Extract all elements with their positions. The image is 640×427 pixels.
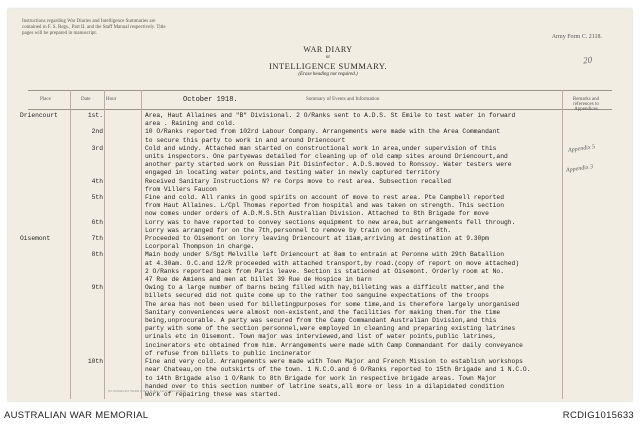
- diary-entry-line: [8, 276, 632, 284]
- entry-date: [70, 227, 108, 235]
- instructions-note: Instructions regarding War Diaries and Intelligence Summaries are contained in F. S. Regs., Part II. and the Staff Manual respectively. Title pages will be prepared in manuscript.: [22, 19, 166, 36]
- entry-date: [70, 276, 108, 284]
- month-heading: October 1918.: [183, 96, 238, 104]
- entry-date: [70, 366, 108, 374]
- entry-place: [8, 301, 70, 309]
- entry-place: [8, 227, 70, 235]
- print-reference: Wt. W2544/1454 750,000 1/16 D. D. & L. Ltd. Forms/C2118/12.: [108, 389, 187, 393]
- diary-entry-line: [8, 202, 632, 210]
- diary-entry-line: [8, 194, 632, 202]
- entry-date: 9th: [91, 284, 103, 292]
- entry-text: to 14th Brigade also 1 O/Rank to 8th Brigade for work in respective brigade areas. Town Major: [145, 374, 497, 382]
- appendix-note: Appendix 5: [567, 144, 596, 154]
- diary-entry-line: [8, 325, 632, 333]
- entry-date: [70, 325, 108, 333]
- entry-hour: [108, 112, 145, 120]
- entry-hour: [108, 210, 145, 218]
- entry-date: [70, 391, 108, 399]
- entry-date: 3rd: [91, 144, 103, 152]
- entry-text: Work of repairing these was started.: [145, 390, 282, 398]
- entry-date: [70, 375, 108, 383]
- entry-date: [70, 161, 108, 169]
- diary-entry-line: [8, 317, 632, 325]
- page-number: 20: [582, 54, 593, 66]
- entry-hour: [108, 243, 145, 251]
- entry-text: Lorry was arranged for on the 7th,personnel to remove by train on morning of 8th.: [145, 226, 452, 234]
- entry-place: [8, 161, 70, 169]
- entry-hour: [108, 161, 145, 169]
- entry-date: [70, 169, 108, 177]
- entry-date: [70, 292, 108, 300]
- diary-entry-line: [8, 137, 632, 145]
- title-or: or: [325, 55, 331, 60]
- entry-date: [70, 383, 108, 391]
- entry-text: Lcorporal Thompson in charge.: [145, 243, 255, 251]
- entry-place: [8, 276, 70, 284]
- diary-page: [8, 9, 632, 401]
- diary-entry-line: [8, 284, 632, 292]
- entry-text: of refuse from billets to public incinerator: [145, 349, 312, 357]
- diary-entry-line: [8, 251, 632, 259]
- diary-entry-line: [8, 120, 632, 128]
- entry-text: Owing to a large number of barns being filled with hay,billeting was a difficult matter,and the: [145, 284, 504, 292]
- entry-hour: [108, 276, 145, 284]
- diary-entry-line: [8, 383, 632, 391]
- entry-place: [8, 375, 70, 383]
- entry-date: 2nd: [91, 128, 103, 136]
- entry-place: [8, 169, 70, 177]
- diary-entry-line: [8, 358, 632, 366]
- entry-date: [70, 342, 108, 350]
- entry-text: Received Sanitary Instructions N? re Corps move to rest area. Subsection recalled: [145, 177, 452, 185]
- entry-hour: [108, 350, 145, 358]
- entry-date: [70, 186, 108, 194]
- title-intelligence-summary: INTELLIGENCE SUMMARY.: [268, 61, 387, 71]
- entry-place: [8, 145, 70, 153]
- entry-date: [70, 120, 108, 128]
- entry-hour: [108, 317, 145, 325]
- diary-entry-line: [8, 145, 632, 153]
- entry-hour: [108, 342, 145, 350]
- entry-text: urinals etc in Oisemont. Town major was interviewed,and list of water points,public latrines,: [145, 333, 497, 341]
- entry-text: Main body under S/Sgt Melville left Driencourt at 8am to entrain at Peronne with 29th Batallion: [145, 251, 504, 259]
- appendix-note: Appendix 3: [565, 164, 594, 174]
- entry-place: [8, 260, 70, 268]
- diary-entry-line: [8, 375, 632, 383]
- entry-hour: [108, 202, 145, 210]
- entry-hour: [108, 186, 145, 194]
- entry-date: [70, 210, 108, 218]
- entry-text: to secure this party to work in and around Driencourt: [145, 136, 346, 144]
- entry-hour: [108, 169, 145, 177]
- entry-text: units inspectors. One partyewas detailed for cleaning up of old camp sites around Driencourt,and: [145, 153, 508, 161]
- entry-date: 6th: [91, 218, 103, 226]
- diary-entry-line: [8, 128, 632, 136]
- entry-date: 10th: [87, 358, 103, 366]
- entry-hour: [108, 227, 145, 235]
- diary-entry-line: [8, 342, 632, 350]
- entry-text: 10 O/Ranks reported from 102rd Labour Company. Arrangements were made with the Area Commandant: [145, 128, 501, 136]
- diary-entry-line: [8, 112, 632, 120]
- entry-place: [8, 251, 70, 259]
- entry-place: [8, 333, 70, 341]
- title-erase-note: (Erase heading not required.): [298, 72, 358, 77]
- entry-date: 4th: [91, 177, 103, 185]
- diary-entry-line: [8, 243, 632, 251]
- entry-text: being,unprocurable. A party was secured from the Camp Commandant Australian Division,and this: [145, 317, 497, 325]
- diary-entry-line: [8, 391, 632, 399]
- entry-hour: [108, 153, 145, 161]
- entry-text: Area, Haut Allaines and "B" Divisional. 2 O/Ranks sent to A.D.S. St Emile to test water in forward: [145, 112, 516, 119]
- entry-hour: [108, 284, 145, 292]
- entry-place: [8, 284, 70, 292]
- entry-date: [70, 153, 108, 161]
- entry-place: [8, 137, 70, 145]
- col-date: Date: [81, 97, 91, 102]
- diary-entry-line: [8, 366, 632, 374]
- entry-hour: [108, 325, 145, 333]
- entry-place: [8, 186, 70, 194]
- entry-place: [8, 383, 70, 391]
- entry-hour: [108, 145, 145, 153]
- entry-text: Sanitary conveniences were almost non-existent,and the facilities for making them.for the time: [145, 308, 501, 316]
- entry-place: [8, 243, 70, 251]
- entry-date: [70, 202, 108, 210]
- entry-place: [8, 309, 70, 317]
- entry-place: [8, 210, 70, 218]
- entry-place: [8, 153, 70, 161]
- entry-date: [70, 309, 108, 317]
- entry-hour: [108, 178, 145, 186]
- entry-place: [8, 342, 70, 350]
- entry-text: from Haut Allaines. L/Cpl Thomas reported from hospital and was taken on strength. This section: [145, 202, 504, 210]
- diary-entry-line: [8, 186, 632, 194]
- entry-date: [70, 268, 108, 276]
- entry-date: [70, 350, 108, 358]
- entry-date: [70, 260, 108, 268]
- diary-entry-line: [8, 169, 632, 177]
- entry-hour: [108, 235, 145, 243]
- entry-place: Driencourt: [20, 112, 58, 119]
- entry-hour: [108, 301, 145, 309]
- entry-hour: [108, 137, 145, 145]
- entry-place: [8, 202, 70, 210]
- entry-hour: [108, 333, 145, 341]
- record-id: RCDIG1015633: [562, 410, 634, 421]
- entry-text: at 4.30am. O.C.and 12/R proceeded with attached transport,by road.(copy of report on move attached): [145, 259, 520, 267]
- diary-entry-line: [8, 301, 632, 309]
- entry-date: [70, 317, 108, 325]
- entry-date: [70, 333, 108, 341]
- entry-hour: [108, 128, 145, 136]
- entry-date: 7th: [91, 235, 103, 243]
- entry-text: incinerators etc obtained from him. Arrangements were made with Camp Commandant for daily conveyance: [145, 341, 523, 349]
- entry-text: billets secured did not quite come up to the rather too sanguine expectations of the troops: [145, 292, 489, 300]
- entry-text: engaged in locating water points,and testing water in newly captured territory: [145, 169, 440, 177]
- diary-entry-line: [8, 235, 632, 243]
- entry-text: handed over to this section number of latrine seats,all more or less in a dilapidated condition: [145, 382, 504, 390]
- entry-hour: [108, 219, 145, 227]
- entry-text: near Chateau,on the outskirts of the town. 1 N.C.O.and 6 O/Ranks reported to 15th Brigade and 1 N.C.O.: [145, 366, 531, 374]
- entry-place: [8, 391, 70, 399]
- diary-entries: [8, 112, 632, 399]
- entry-date: 1st.: [87, 112, 103, 119]
- entry-hour: [108, 358, 145, 366]
- entry-hour: [108, 268, 145, 276]
- entry-hour: [108, 120, 145, 128]
- diary-entry-line: [8, 227, 632, 235]
- entry-text: 47 Rue de Amiens and men at billet 39 Rue de Hospice in barn: [145, 276, 372, 284]
- entry-hour: [108, 309, 145, 317]
- diary-entry-line: [8, 268, 632, 276]
- diary-entry-line: [8, 292, 632, 300]
- entry-text: area . Raining and cold.: [145, 120, 236, 128]
- diary-entry-line: [8, 260, 632, 268]
- entry-hour: [108, 366, 145, 374]
- entry-text: Proceeded to Oisemont on lorry leaving Driencourt at 11am,arriving at destination at 9.30pm: [145, 235, 489, 243]
- entry-text: another party started work on Russian Pit Disinfector. A.D.S.moved to Ronssoy. Water testers were: [145, 161, 512, 169]
- entry-date: [70, 301, 108, 309]
- entry-hour: [108, 194, 145, 202]
- entry-hour: [108, 292, 145, 300]
- diary-entry-line: [8, 333, 632, 341]
- col-place: Place: [40, 97, 51, 102]
- entry-text: The area has not been used for billetingpurposes for some time,and is therefore largely unorganised: [145, 300, 520, 308]
- title-block: [238, 45, 418, 77]
- entry-hour: [108, 251, 145, 259]
- entry-place: [8, 194, 70, 202]
- entry-place: [8, 325, 70, 333]
- entry-place: [8, 358, 70, 366]
- diary-entry-line: [8, 219, 632, 227]
- entry-text: party with some of the section personnel,were employed in cleaning and preparing existing latrines: [145, 325, 516, 333]
- entry-text: Cold and windy. Attached man started on constructional work in area,under supervision of this: [145, 144, 497, 152]
- entry-place: [8, 178, 70, 186]
- archive-credit: AUSTRALIAN WAR MEMORIAL: [4, 410, 149, 421]
- entry-text: Fine and very cold. Arrangements were made with Town Major and French Mission to establish workshops: [145, 358, 523, 366]
- title-war-diary: WAR DIARY: [303, 45, 353, 54]
- entry-hour: [108, 260, 145, 268]
- entry-place: [8, 120, 70, 128]
- entry-place: [8, 292, 70, 300]
- entry-place: [8, 366, 70, 374]
- entry-hour: [108, 375, 145, 383]
- col-summary: Summary of Events and Information: [306, 97, 380, 102]
- entry-date: 8th: [91, 251, 103, 259]
- diary-entry-line: [8, 350, 632, 358]
- entry-text: 2 O/Ranks reported back from Paris leave. Section is stationed at Oisemont. Orderly room at No.: [145, 267, 504, 275]
- diary-entry-line: [8, 178, 632, 186]
- caption-bar: [0, 405, 640, 427]
- col-remarks: Remarks and references to Appendices: [572, 97, 600, 112]
- diary-entry-line: [8, 309, 632, 317]
- entry-date: [70, 243, 108, 251]
- diary-entry-line: [8, 161, 632, 169]
- entry-text: Fine and cold. All ranks in good spirits on account of move to rest area. Pte Campbell reported: [145, 194, 504, 202]
- entry-place: [8, 350, 70, 358]
- entry-date: [70, 137, 108, 145]
- entry-place: Oisemont: [20, 235, 51, 243]
- column-header-row: [28, 90, 612, 110]
- entry-date: 5th: [91, 194, 103, 202]
- entry-text: from Villers Faucon: [145, 185, 217, 193]
- entry-text: Lorry was to have reported to convey sections equipment to new area,but arrangements fell through.: [145, 218, 516, 226]
- entry-place: [8, 317, 70, 325]
- diary-entry-line: [8, 210, 632, 218]
- army-form-number: Army Form C. 2118.: [551, 34, 602, 40]
- entry-place: [8, 219, 70, 227]
- entry-place: [8, 268, 70, 276]
- diary-entry-line: [8, 153, 632, 161]
- entry-place: [8, 128, 70, 136]
- entry-text: now comes under orders of A.D.M.S.5th Australian Division. Attached to 8th Brigade for move: [145, 210, 489, 218]
- col-hour: Hour: [106, 97, 117, 102]
